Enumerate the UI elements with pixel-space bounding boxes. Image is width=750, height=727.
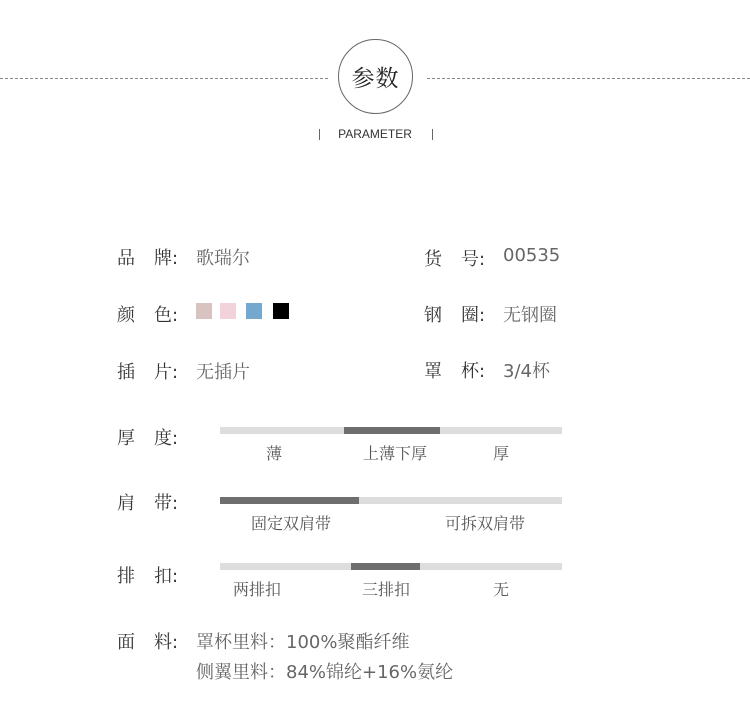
section-title: 参数 bbox=[338, 39, 413, 114]
hook-selected-segment bbox=[351, 563, 420, 570]
thickness-option-thick: 厚 bbox=[492, 444, 510, 463]
strap-label: 肩 带: bbox=[117, 493, 179, 514]
hook-option-none: 无 bbox=[492, 580, 510, 599]
cup-value: 3/4杯 bbox=[503, 361, 550, 382]
material-label: 面 料: bbox=[117, 632, 179, 653]
hook-scale-bar bbox=[220, 563, 562, 570]
hook-option-three-row: 三排扣 bbox=[361, 580, 411, 599]
item-number-label: 货 号: bbox=[424, 249, 486, 270]
color-label: 颜 色: bbox=[117, 305, 179, 326]
section-subtitle: PARAMETER bbox=[338, 127, 412, 141]
cup-label: 罩 杯: bbox=[424, 361, 486, 382]
material-cup-lining: 罩杯里料：100%聚酯纤维 bbox=[196, 632, 410, 653]
underwire-value: 无钢圈 bbox=[503, 305, 557, 326]
color-swatch-beige[interactable] bbox=[196, 303, 212, 319]
brand-value: 歌瑞尔 bbox=[196, 248, 250, 269]
hook-option-two-row: 两排扣 bbox=[232, 580, 282, 599]
color-swatch-pink[interactable] bbox=[220, 303, 236, 319]
thickness-selected-segment bbox=[344, 427, 440, 434]
material-side-lining: 侧翼里料：84%锦纶+16%氨纶 bbox=[196, 662, 454, 683]
strap-option-removable: 可拆双肩带 bbox=[444, 514, 526, 533]
color-swatch-blue[interactable] bbox=[246, 303, 262, 319]
subtitle-tick-right bbox=[432, 129, 433, 140]
color-swatch-black[interactable] bbox=[273, 303, 289, 319]
underwire-label: 钢 圈: bbox=[424, 305, 486, 326]
strap-selected-segment bbox=[220, 497, 359, 504]
item-number-value: 00535 bbox=[503, 245, 561, 266]
header-divider-left bbox=[0, 78, 328, 79]
header-divider-right bbox=[427, 78, 750, 79]
brand-label: 品 牌: bbox=[117, 248, 179, 269]
strap-scale-bar bbox=[220, 497, 562, 504]
thickness-scale-bar bbox=[220, 427, 562, 434]
strap-option-fixed: 固定双肩带 bbox=[250, 514, 332, 533]
thickness-option-graded: 上薄下厚 bbox=[362, 444, 428, 463]
thickness-label: 厚 度: bbox=[117, 428, 179, 449]
insert-label: 插 片: bbox=[117, 362, 179, 383]
hook-label: 排 扣: bbox=[117, 566, 179, 587]
thickness-option-thin: 薄 bbox=[265, 444, 283, 463]
insert-value: 无插片 bbox=[196, 362, 250, 383]
